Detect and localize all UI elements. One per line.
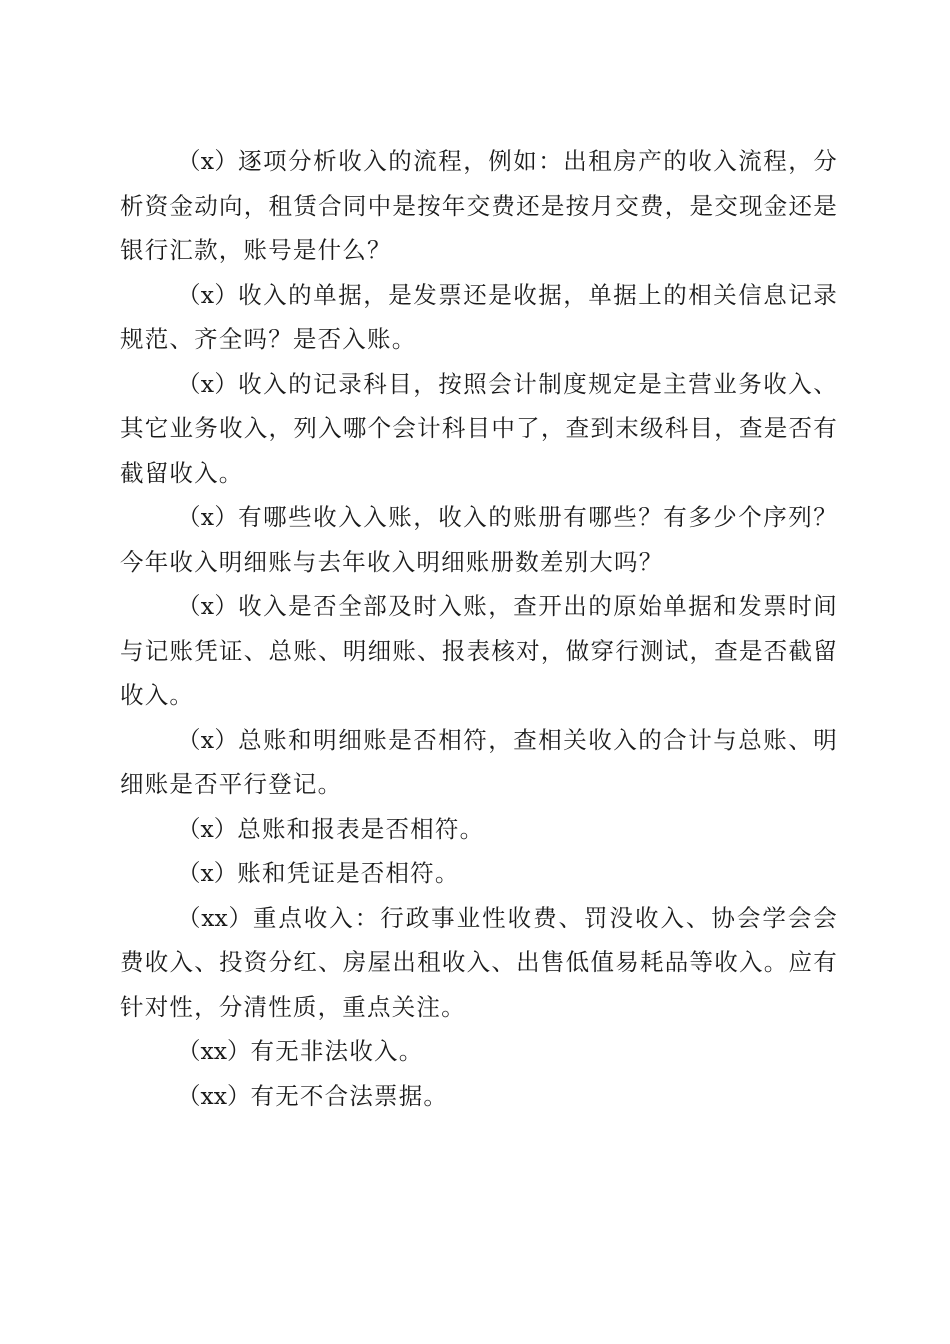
paragraph-text: 账和凭证是否相符。 <box>237 859 460 887</box>
paragraph-3 <box>120 362 838 496</box>
paragraph-9 <box>120 896 838 1030</box>
item-number: （xx） <box>177 1037 251 1065</box>
item-number: （x） <box>177 503 239 531</box>
paragraph-6 <box>120 718 838 807</box>
item-number: （x） <box>177 814 238 843</box>
item-number: （x） <box>177 147 239 175</box>
paragraph-text: 逐项分析收入的流程，例如：出租房产的收入流程，分析资金动向，租赁合同中是按年交费还是按月交费，是交现金还是银行汇款，账号是什么？ <box>120 147 838 264</box>
paragraph-text: 有无非法收入。 <box>250 1037 424 1065</box>
paragraph-text: 总账和报表是否相符。 <box>237 814 485 843</box>
item-number: （x） <box>177 592 239 620</box>
paragraph-text: 收入的单据，是发票还是收据，单据上的相关信息记录规范、齐全吗？是否入账。 <box>120 280 838 353</box>
paragraph-1 <box>120 139 838 273</box>
document-body <box>120 139 838 1118</box>
paragraph-text: 总账和明细账是否相符，查相关收入的合计与总账、明细账是否平行登记。 <box>120 725 838 798</box>
paragraph-text: 重点收入：行政事业性收费、罚没收入、协会学会会费收入、投资分红、房屋出租收入、出售低值易耗品等收入。应有针对性，分清性质，重点关注。 <box>120 903 838 1021</box>
paragraph-2 <box>120 273 838 362</box>
item-number: （xx） <box>177 903 253 932</box>
item-number: （x） <box>177 280 239 309</box>
paragraph-4 <box>120 495 838 584</box>
paragraph-10 <box>120 1029 838 1074</box>
paragraph-text: 收入是否全部及时入账，查开出的原始单据和发票时间与记账凭证、总账、明细账、报表核对，做穿行测试，查是否截留收入。 <box>120 592 838 709</box>
item-number: （x） <box>177 859 238 887</box>
item-number: （xx） <box>177 1081 251 1110</box>
paragraph-8 <box>120 851 838 896</box>
paragraph-text: 有哪些收入入账，收入的账册有哪些？有多少个序列？今年收入明细账与去年收入明细账册数差别大吗？ <box>120 503 838 576</box>
paragraph-7 <box>120 807 838 852</box>
paragraph-11 <box>120 1074 838 1119</box>
paragraph-text: 有无不合法票据。 <box>250 1081 449 1110</box>
paragraph-5 <box>120 584 838 718</box>
item-number: （x） <box>177 725 239 754</box>
item-number: （x） <box>177 369 239 398</box>
paragraph-text: 收入的记录科目，按照会计制度规定是主营业务收入、其它业务收入，列入哪个会计科目中了，查到末级科目，查是否有截留收入。 <box>120 369 838 487</box>
